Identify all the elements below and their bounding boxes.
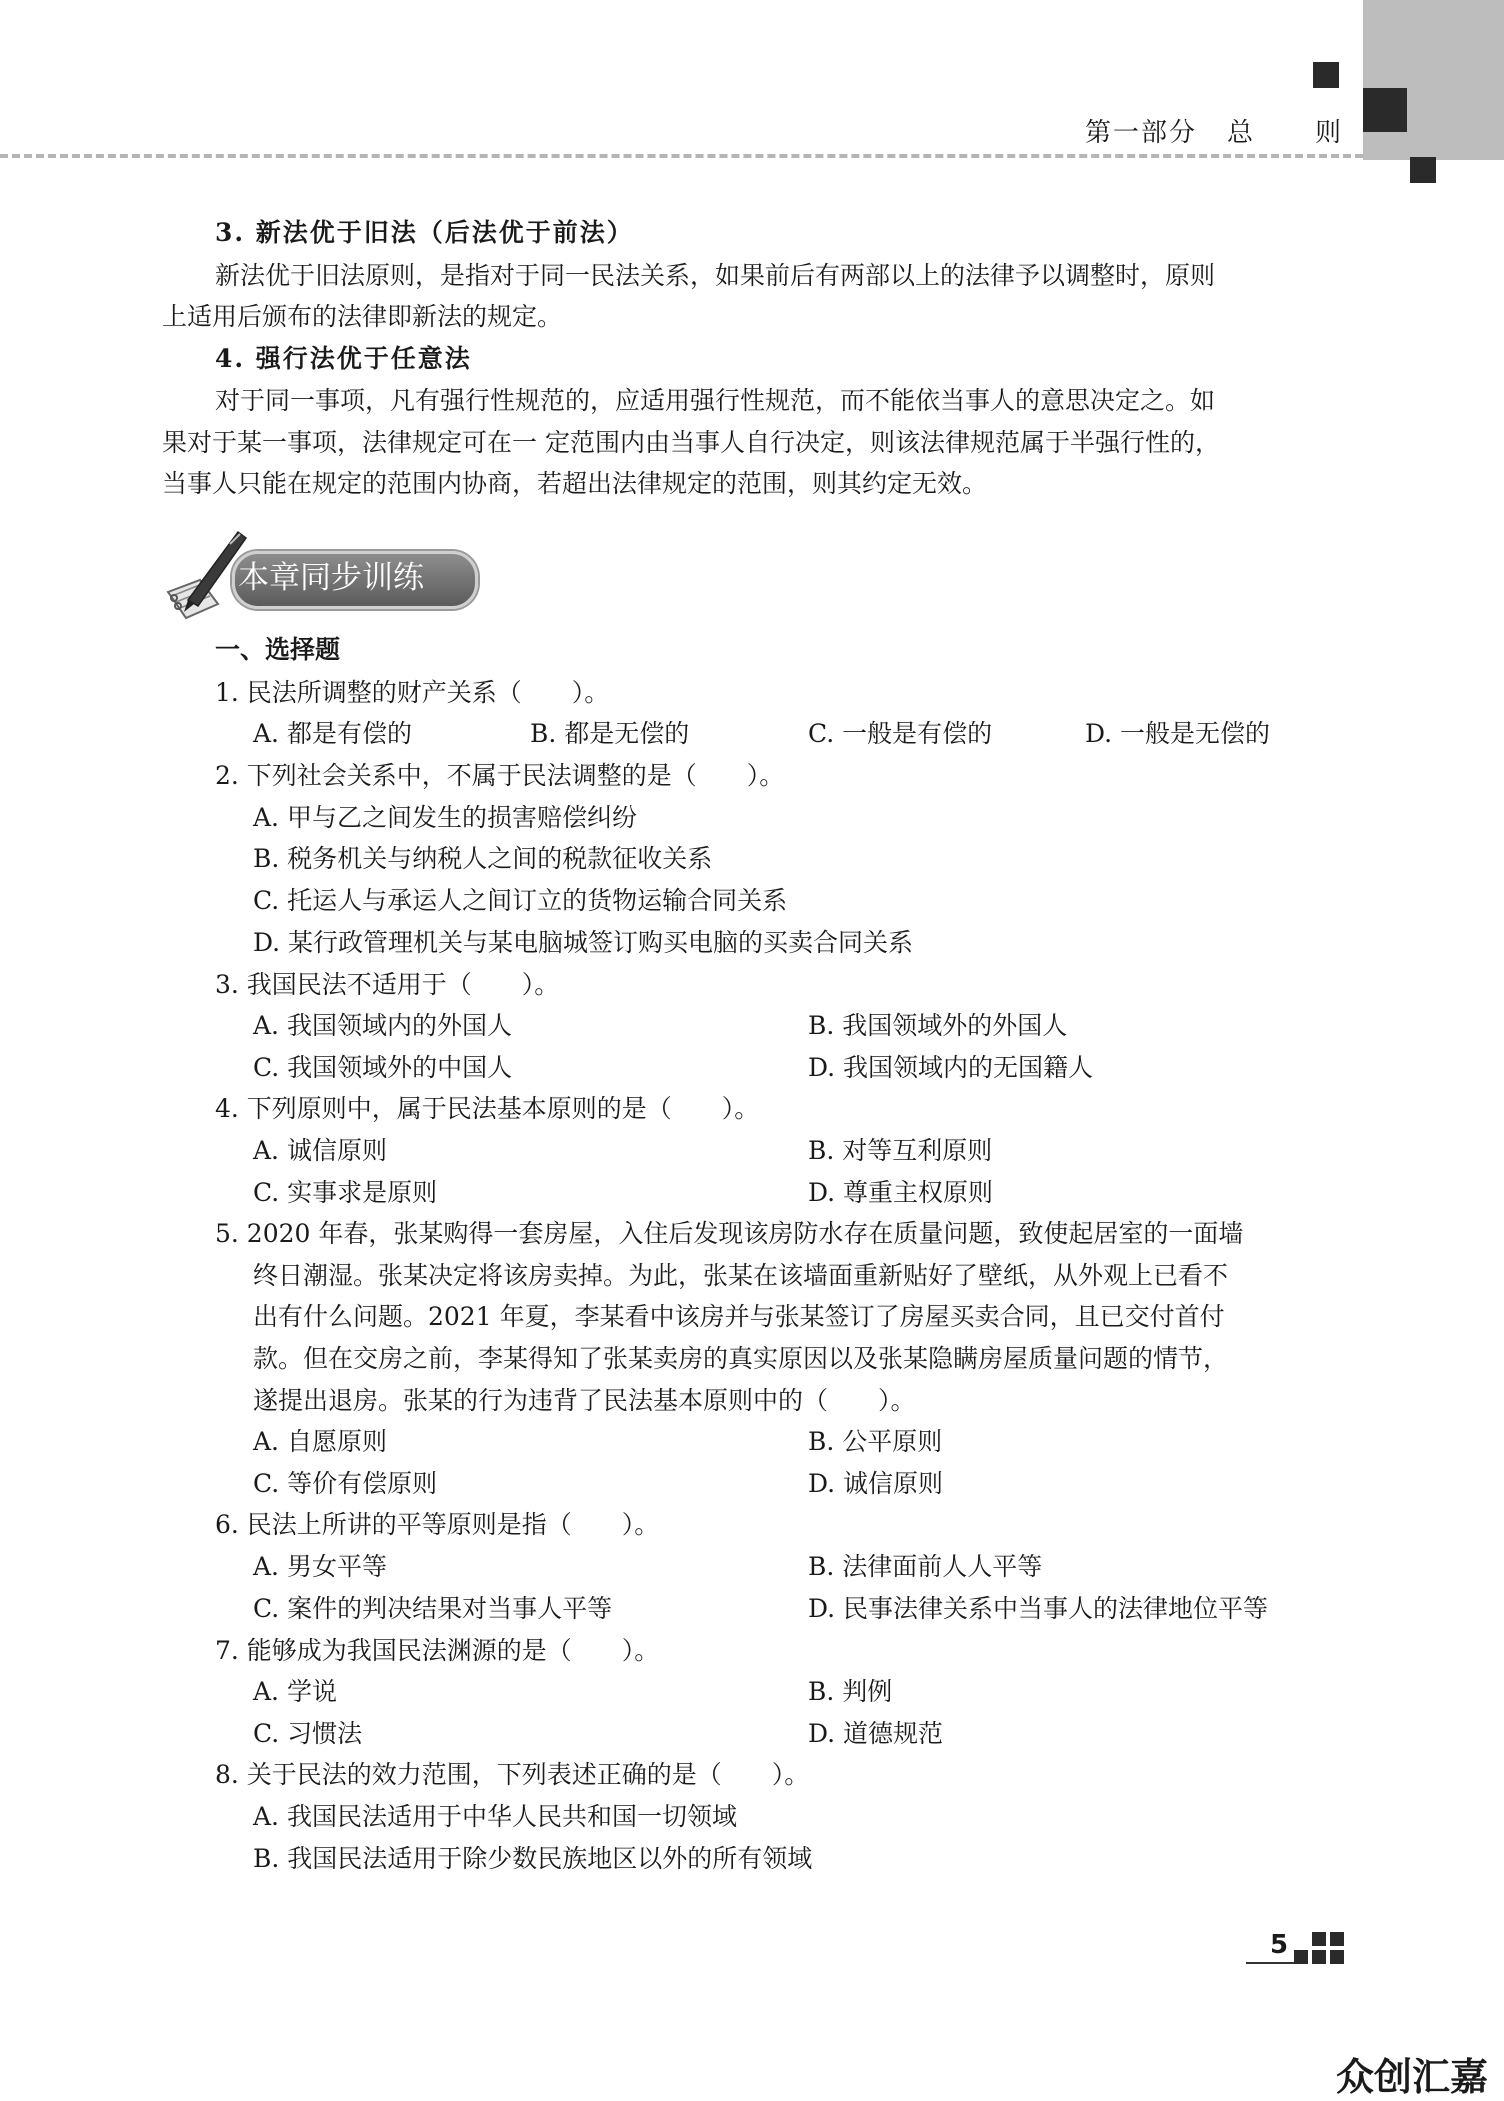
answer-option: D. 诚信原则 [808, 1469, 944, 1498]
answer-option: B. 对等互利原则 [808, 1136, 993, 1165]
answer-option: A. 男女平等 [253, 1552, 387, 1581]
running-header [1085, 112, 1343, 149]
paragraph-line: 对于同一事项，凡有强行性规范的，应适用强行性规范，而不能依当事人的意思决定之。如 [215, 386, 1216, 415]
question-stem-line: 遂提出退房。张某的行为违背了民法基本原则中的（ ）。 [253, 1386, 916, 1415]
question-stem: 1. 民法所调整的财产关系（ ）。 [215, 678, 610, 707]
answer-option: C. 我国领域外的中国人 [253, 1053, 513, 1082]
answer-option: B. 税务机关与纳税人之间的税款征收关系 [253, 844, 713, 873]
question-stem: 4. 下列原则中，属于民法基本原则的是（ ）。 [215, 1094, 760, 1123]
header-word-2: 则 [1315, 118, 1344, 148]
question-stem: 6. 民法上所讲的平等原则是指（ ）。 [215, 1510, 660, 1539]
answer-option: C. 习惯法 [253, 1719, 363, 1748]
paragraph-line: 上适用后颁布的法律即新法的规定。 [162, 302, 563, 331]
subheading-3: 3. 新法优于旧法（后法优于前法） [215, 218, 634, 247]
section-title: 一、选择题 [215, 635, 341, 664]
answer-option: B. 法律面前人人平等 [808, 1552, 1043, 1581]
answer-option: C. 案件的判决结果对当事人平等 [253, 1594, 613, 1623]
answer-option: B. 我国民法适用于除少数民族地区以外的所有领域 [253, 1844, 813, 1873]
footer-square-decoration [1312, 1950, 1326, 1964]
answer-option: A. 我国领域内的外国人 [253, 1011, 512, 1040]
answer-option: C. 等价有偿原则 [253, 1469, 438, 1498]
answer-option: B. 公平原则 [808, 1427, 943, 1456]
answer-option: C. 实事求是原则 [253, 1178, 438, 1207]
header-word-1: 总 [1227, 118, 1256, 148]
header-square-decoration [1410, 157, 1436, 183]
subheading-4: 4. 强行法优于任意法 [215, 344, 472, 373]
answer-option: B. 都是无偿的 [530, 719, 690, 748]
question-stem-line: 出有什么问题。2021 年夏，李某看中该房并与张某签订了房屋买卖合同，且已交付首付 [253, 1302, 1225, 1331]
header-square-decoration [1313, 62, 1339, 88]
answer-option: A. 诚信原则 [253, 1136, 387, 1165]
answer-option: A. 都是有偿的 [253, 719, 412, 748]
answer-option: A. 学说 [253, 1677, 337, 1706]
watermark: 众创汇嘉 [1336, 2055, 1489, 2099]
header-square-decoration [1363, 88, 1407, 132]
answer-option: A. 自愿原则 [253, 1427, 387, 1456]
answer-option: D. 我国领域内的无国籍人 [808, 1053, 1094, 1082]
question-stem: 8. 关于民法的效力范围，下列表述正确的是（ ）。 [215, 1760, 810, 1789]
paragraph-line: 果对于某一事项，法律规定可在一 定范围内由当事人自行决定，则该法律规范属于半强行性的， [162, 428, 1220, 457]
footer-square-decoration [1330, 1932, 1344, 1946]
question-stem: 2. 下列社会关系中，不属于民法调整的是（ ）。 [215, 761, 785, 790]
header-gray-block [1363, 0, 1504, 160]
header-part-label: 第一部分 [1085, 118, 1198, 148]
answer-option: C. 托运人与承运人之间订立的货物运输合同关系 [253, 886, 788, 915]
question-stem: 7. 能够成为我国民法渊源的是（ ）。 [215, 1636, 660, 1665]
pen-notepad-icon [160, 522, 250, 622]
answer-option: D. 道德规范 [808, 1719, 944, 1748]
footer-square-decoration [1330, 1950, 1344, 1964]
footer-square-decoration [1312, 1932, 1326, 1946]
question-stem-line: 终日潮湿。张某决定将该房卖掉。为此，张某在该墙面重新贴好了壁纸，从外观上已看不 [253, 1261, 1229, 1290]
answer-option: B. 我国领域外的外国人 [808, 1011, 1068, 1040]
answer-option: D. 某行政管理机关与某电脑城签订购买电脑的买卖合同关系 [253, 928, 914, 957]
question-stem-line: 5. 2020 年春，张某购得一套房屋，入住后发现该房防水存在质量问题，致使起居室的一面墙 [215, 1219, 1244, 1248]
question-stem-line: 款。但在交房之前，李某得知了张某卖房的真实原因以及张某隐瞒房屋质量问题的情节， [253, 1344, 1229, 1373]
answer-option: D. 民事法律关系中当事人的法律地位平等 [808, 1594, 1269, 1623]
answer-option: C. 一般是有偿的 [808, 719, 993, 748]
answer-option: B. 判例 [808, 1677, 893, 1706]
answer-option: D. 尊重主权原则 [808, 1178, 994, 1207]
page-number: 5 [1270, 1930, 1289, 1960]
header-dashed-rule [0, 154, 1363, 158]
answer-option: A. 我国民法适用于中华人民共和国一切领域 [253, 1802, 737, 1831]
footer-square-decoration [1294, 1950, 1308, 1964]
question-stem: 3. 我国民法不适用于（ ）。 [215, 970, 560, 999]
banner-title: 本章同步训练 [238, 560, 424, 596]
paragraph-line: 当事人只能在规定的范围内协商，若超出法律规定的范围，则其约定无效。 [162, 469, 988, 498]
answer-option: D. 一般是无偿的 [1085, 719, 1271, 748]
answer-option: A. 甲与乙之间发生的损害赔偿纠纷 [253, 803, 637, 832]
paragraph-line: 新法优于旧法原则，是指对于同一民法关系，如果前后有两部以上的法律予以调整时，原则 [215, 261, 1216, 290]
